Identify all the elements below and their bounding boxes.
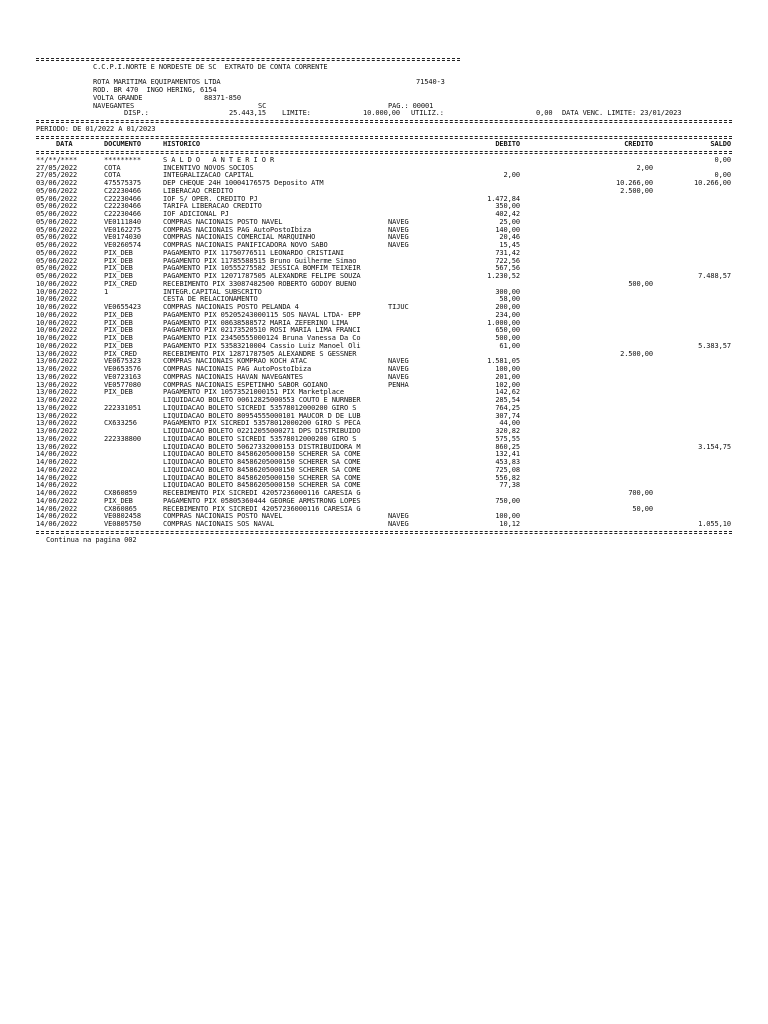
cell-history: RECEBIMENTO PIX SICREDI 42057236000116 CARESIA G <box>163 504 361 513</box>
cell-history: COMPRAS NACIONAIS POSTO NAVEL <box>163 512 283 521</box>
cell-location: NAVEG <box>388 357 409 366</box>
table-row <box>36 242 732 250</box>
balance-info-line <box>36 110 732 118</box>
company-district: VOLTA GRANDE <box>93 93 143 102</box>
cell-date: 03/06/2022 <box>36 179 78 187</box>
cell-debit: 860,25 <box>495 442 520 451</box>
table-row <box>36 459 732 467</box>
cell-debit: 100,00 <box>495 512 520 521</box>
cell-date: 14/06/2022 <box>36 450 78 459</box>
bank-statement <box>36 56 732 544</box>
cell-date: 10/06/2022 <box>36 287 78 296</box>
disp-label: DISP.: <box>124 109 149 118</box>
table-row <box>36 289 732 297</box>
statement-title-line <box>36 64 732 72</box>
cell-history: DEP CHEQUE 24H 10004176575 Deposito ATM <box>163 179 324 187</box>
cell-debit: 1.581,05 <box>487 357 520 366</box>
cell-debit: 102,00 <box>495 380 520 389</box>
limite-label: LIMITE: <box>282 109 311 118</box>
period-line <box>36 126 732 134</box>
cell-history: COMPRAS NACIONAIS POSTO NAVEL <box>163 217 283 226</box>
cell-debit: 132,41 <box>495 450 520 459</box>
cell-date: 13/06/2022 <box>36 380 78 389</box>
cell-location: TIJUC <box>388 303 409 311</box>
cell-document: C22230466 <box>104 186 142 195</box>
table-row <box>36 444 732 452</box>
cell-debit: 201,00 <box>495 372 520 381</box>
cell-history: INTEGRALIZACAO CAPITAL <box>163 171 254 180</box>
cell-debit: 10,12 <box>499 520 520 528</box>
cell-date: 14/06/2022 <box>36 504 78 513</box>
cell-document: PIX_CRED <box>104 279 137 288</box>
cell-date: 10/06/2022 <box>36 318 78 327</box>
cell-history: PAGAMENTO PIX 11785588515 Bruno Guilherme Simao <box>163 256 357 265</box>
cell-history: LIQUIDACAO BOLETO 84586205000150 SCHERER SA COME <box>163 481 361 490</box>
cell-date: 27/05/2022 <box>36 163 78 172</box>
disp-value: 25.443,15 <box>229 109 267 118</box>
cell-history: RECEBIMENTO PIX SICREDI 42057236000116 CARESIA G <box>163 489 361 497</box>
cell-debit: 285,54 <box>495 396 520 404</box>
account-number: 71540-3 <box>416 78 445 87</box>
cell-history: PAGAMENTO PIX SICREDI 53578012000200 GIRO S PECA <box>163 419 361 428</box>
cell-document: PIX_DEB <box>104 272 133 280</box>
cell-debit: 764,25 <box>495 403 520 412</box>
cell-history: LIQUIDACAO BOLETO 50627332000153 DISTRIBUIDORA M <box>163 442 361 451</box>
cell-debit: 402,42 <box>495 210 520 218</box>
cell-document: VE0675323 <box>104 357 142 366</box>
table-row <box>36 405 732 413</box>
cell-credit: 10.266,00 <box>615 179 653 187</box>
cell-date: 05/06/2022 <box>36 272 78 280</box>
cell-balance: 0,00 <box>714 155 731 164</box>
cell-debit: 500,00 <box>495 334 520 342</box>
table-row <box>36 250 732 258</box>
company-name: ROTA MARITIMA EQUIPAMENTOS LTDA <box>93 78 221 87</box>
cell-document: C22230466 <box>104 194 142 203</box>
cell-date: 05/06/2022 <box>36 217 78 226</box>
cell-balance: 1.055,10 <box>698 520 731 528</box>
cell-history: LIQUIDACAO BOLETO 00612825000553 COUTO E NURNBER <box>163 396 361 404</box>
table-row <box>36 475 732 483</box>
company-address: ROD. BR 470 INGO HERING, 6154 <box>93 86 217 94</box>
cell-debit: 307,74 <box>495 411 520 420</box>
col-debit-header: DEBITO <box>495 140 520 149</box>
limit-due-date: DATA VENC. LIMITE: 23/01/2023 <box>562 109 682 118</box>
cell-history: CESTA DE RELACIONAMENTO <box>163 295 258 304</box>
cell-location: NAVEG <box>388 241 409 249</box>
cell-credit: 700,00 <box>628 489 653 497</box>
cell-date: 05/06/2022 <box>36 194 78 203</box>
col-hist-header: HISTORICO <box>163 140 201 149</box>
table-row <box>36 521 732 529</box>
cell-history: COMPRAS NACIONAIS ESPETINHO SABOR GOIANO <box>163 380 328 389</box>
cell-history: IOF S/ OPER. CREDITO PJ <box>163 194 258 203</box>
cell-document: C22230466 <box>104 202 142 211</box>
cell-history: PAGAMENTO PIX 02173520510 ROSI MARIA LIMA FRANCI <box>163 326 361 335</box>
cell-balance: 5.383,57 <box>698 341 731 350</box>
cell-history: LIQUIDACAO BOLETO 84586205000150 SCHERER SA COME <box>163 473 361 482</box>
cell-debit: 44,00 <box>499 419 520 428</box>
utiliz-label: UTILIZ.: <box>411 109 444 118</box>
cell-document: PIX_DEB <box>104 310 133 319</box>
statement-period: PERIODO: DE 01/2022 A 01/2023 <box>36 124 156 133</box>
table-row <box>36 165 732 173</box>
cell-debit: 350,00 <box>495 202 520 211</box>
cell-date: 13/06/2022 <box>36 411 78 420</box>
table-row <box>36 382 732 390</box>
table-row <box>36 335 732 343</box>
cell-history: PAGAMENTO PIX 05205243000115 SOS NAVAL LTDA- EPP <box>163 310 361 319</box>
cell-credit: 2,00 <box>636 163 653 172</box>
cell-document: COTA <box>104 163 121 172</box>
cell-debit: 731,42 <box>495 248 520 257</box>
cell-date: 05/06/2022 <box>36 225 78 234</box>
cell-history: COMPRAS NACIONAIS PAG AutoPostoIbiza <box>163 365 312 373</box>
cell-debit: 575,55 <box>495 434 520 443</box>
cell-debit: 2,00 <box>503 171 520 180</box>
col-doc-header: DOCUMENTO <box>104 140 142 149</box>
cell-document: PIX_DEB <box>104 318 133 327</box>
cell-document: PIX_CRED <box>104 349 137 358</box>
cell-document: VE0174030 <box>104 233 142 242</box>
cell-location: PENHA <box>388 380 409 389</box>
cell-date: 14/06/2022 <box>36 520 78 528</box>
cell-debit: 58,00 <box>499 295 520 304</box>
cell-date: 10/06/2022 <box>36 341 78 350</box>
cell-debit: 1.000,00 <box>487 318 520 327</box>
cell-document: VE0802458 <box>104 512 142 521</box>
footer-line <box>36 537 732 545</box>
cell-history: PAGAMENTO PIX 12071787505 ALEXANDRE FELIPE SOUZA <box>163 272 361 280</box>
cell-debit: 320,82 <box>495 427 520 435</box>
cell-history: PAGAMENTO PIX 10573521000151 PIX Marketplace <box>163 388 345 397</box>
cell-document: VE0260574 <box>104 241 142 249</box>
cell-debit: 142,62 <box>495 388 520 397</box>
cell-debit: 234,00 <box>495 310 520 319</box>
cell-date: 10/06/2022 <box>36 279 78 288</box>
cell-history: INCENTIVO NOVOS SOCIOS <box>163 163 254 172</box>
cell-document: 475575375 <box>104 179 142 187</box>
bottom-divider <box>36 529 732 537</box>
cell-debit: 300,00 <box>495 287 520 296</box>
company-city: NAVEGANTES <box>93 101 135 110</box>
continuation-note: Continua na pagina 002 <box>46 535 137 544</box>
cell-date: 05/06/2022 <box>36 233 78 242</box>
cell-credit: 2.500,00 <box>620 186 653 195</box>
cell-date: 14/06/2022 <box>36 465 78 474</box>
cell-location: NAVEG <box>388 233 409 242</box>
cell-date: 05/06/2022 <box>36 264 78 273</box>
company-zip: 88371-850 <box>204 93 242 102</box>
cell-document: VE0577080 <box>104 380 142 389</box>
cell-history: IOF ADICIONAL PJ <box>163 210 229 218</box>
cell-history: S A L D O A N T E R I O R <box>163 155 275 164</box>
cell-balance: 3.154,75 <box>698 442 731 451</box>
cell-location: NAVEG <box>388 217 409 226</box>
cell-location: NAVEG <box>388 372 409 381</box>
cell-date: 27/05/2022 <box>36 171 78 180</box>
table-row <box>36 451 732 459</box>
cell-date: 13/06/2022 <box>36 388 78 397</box>
cell-history: PAGAMENTO PIX 11750776511 LEONARDO CRISTIANI <box>163 248 345 257</box>
cell-document: VE0111840 <box>104 217 142 226</box>
col-credit-header: CREDITO <box>624 140 653 149</box>
column-header-row <box>36 141 732 149</box>
cell-debit: 556,82 <box>495 473 520 482</box>
cell-debit: 140,00 <box>495 225 520 234</box>
table-row <box>36 157 732 165</box>
table-row <box>36 258 732 266</box>
cell-history: TARIFA LIBERACAO CREDITO <box>163 202 262 211</box>
cell-debit: 25,00 <box>499 217 520 226</box>
cell-debit: 20,46 <box>499 233 520 242</box>
limite-value: 10.000,00 <box>363 109 401 118</box>
cell-history: COMPRAS NACIONAIS PAG AutoPostoIbiza <box>163 225 312 234</box>
cell-document: CX860865 <box>104 504 137 513</box>
cell-history: PAGAMENTO PIX 10555275582 JESSICA BOMFIM TEIXEIR <box>163 264 361 273</box>
cell-date: 05/06/2022 <box>36 210 78 218</box>
cell-date: 05/06/2022 <box>36 186 78 195</box>
table-row <box>36 389 732 397</box>
cell-history: LIQUIDACAO BOLETO 80954555000101 MAUCOR D DE LUB <box>163 411 361 420</box>
cell-date: 13/06/2022 <box>36 403 78 412</box>
cell-date: 13/06/2022 <box>36 427 78 435</box>
cell-date: 14/06/2022 <box>36 458 78 466</box>
cell-history: PAGAMENTO PIX 53583210004 Cassio Luiz Manoel Oli <box>163 341 361 350</box>
cell-date: 10/06/2022 <box>36 310 78 319</box>
cell-document: VE0655423 <box>104 303 142 311</box>
cell-document: VE0805750 <box>104 520 142 528</box>
cell-date: 13/06/2022 <box>36 357 78 366</box>
cell-date: 13/06/2022 <box>36 434 78 443</box>
cell-credit: 50,00 <box>632 504 653 513</box>
transactions-table <box>36 157 732 529</box>
cell-date: 14/06/2022 <box>36 512 78 521</box>
cell-document: PIX_DEB <box>104 256 133 265</box>
cell-location: NAVEG <box>388 520 409 528</box>
cell-debit: 567,56 <box>495 264 520 273</box>
cell-history: LIQUIDACAO BOLETO SICREDI 53578012000200 GIRO S <box>163 403 357 412</box>
cell-date: 10/06/2022 <box>36 303 78 311</box>
cell-history: LIQUIDACAO BOLETO SICREDI 53578012000200 GIRO S <box>163 434 357 443</box>
page-number: PAG.: 00001 <box>388 101 434 110</box>
cell-debit: 453,83 <box>495 458 520 466</box>
cell-date: 10/06/2022 <box>36 326 78 335</box>
table-row <box>36 498 732 506</box>
table-row <box>36 320 732 328</box>
cell-document: 222338800 <box>104 434 142 443</box>
cell-document: PIX_DEB <box>104 248 133 257</box>
cell-document: PIX_DEB <box>104 341 133 350</box>
cell-date: 13/06/2022 <box>36 442 78 451</box>
cell-debit: 750,00 <box>495 496 520 505</box>
cell-document: PIX_DEB <box>104 264 133 273</box>
company-state: SC <box>258 101 267 110</box>
cell-date: 13/06/2022 <box>36 396 78 404</box>
cell-history: RECEBIMENTO PIX 33087482500 ROBERTO GODOY BUENO <box>163 279 357 288</box>
bank-title: C.C.P.I.NORTE E NORDESTE DE SC EXTRATO DE CONTA CORRENTE <box>93 62 328 71</box>
cell-history: LIQUIDACAO BOLETO 84586205000150 SCHERER SA COME <box>163 458 361 466</box>
cell-history: COMPRAS NACIONAIS PANIFICADORA NOVO SABO <box>163 241 328 249</box>
cell-date: 14/06/2022 <box>36 496 78 505</box>
cell-location: NAVEG <box>388 365 409 373</box>
cell-credit: 500,00 <box>628 279 653 288</box>
cell-document: CX860859 <box>104 489 137 497</box>
cell-history: COMPRAS NACIONAIS SOS NAVAL <box>163 520 275 528</box>
cell-document: CX633256 <box>104 419 137 428</box>
cell-date: 14/06/2022 <box>36 489 78 497</box>
cell-date: 05/06/2022 <box>36 241 78 249</box>
table-row <box>36 467 732 475</box>
cell-document: PIX_DEB <box>104 326 133 335</box>
cell-date: 14/06/2022 <box>36 481 78 490</box>
cell-debit: 1.472,84 <box>487 194 520 203</box>
cell-document: 222331051 <box>104 403 142 412</box>
cell-debit: 77,38 <box>499 481 520 490</box>
district-line <box>36 95 732 103</box>
cell-balance: 7.488,57 <box>698 272 731 280</box>
cell-history: RECEBIMENTO PIX 12871787505 ALEXANDRE S GESSNER <box>163 349 357 358</box>
table-row <box>36 312 732 320</box>
cell-history: LIQUIDACAO BOLETO 02212055000271 DPS DISTRIBUIDO <box>163 427 361 435</box>
cell-history: LIBERACAO CREDITO <box>163 186 233 195</box>
cell-credit: 2.500,00 <box>620 349 653 358</box>
cell-debit: 15,45 <box>499 241 520 249</box>
cell-document: VE0162275 <box>104 225 142 234</box>
cell-location: NAVEG <box>388 512 409 521</box>
cell-document: COTA <box>104 171 121 180</box>
cell-balance: 10.266,00 <box>693 179 731 187</box>
cell-document: PIX_DEB <box>104 334 133 342</box>
cell-document: VE0723163 <box>104 372 142 381</box>
cell-history: PAGAMENTO PIX 23450555000124 Bruna Vanessa Da Co <box>163 334 361 342</box>
cell-date: 05/06/2022 <box>36 202 78 211</box>
cell-history: COMPRAS NACIONAIS POSTO PELANDA 4 <box>163 303 299 311</box>
cell-document: C22230466 <box>104 210 142 218</box>
cell-document: 1 <box>104 287 109 296</box>
cell-history: LIQUIDACAO BOLETO 84586205000150 SCHERER SA COME <box>163 465 361 474</box>
table-row <box>36 413 732 421</box>
cell-debit: 200,00 <box>495 303 520 311</box>
cell-debit: 61,00 <box>499 341 520 350</box>
cell-date: 05/06/2022 <box>36 248 78 257</box>
cell-debit: 725,08 <box>495 465 520 474</box>
cell-debit: 1.230,52 <box>487 272 520 280</box>
cell-location: NAVEG <box>388 225 409 234</box>
cell-date: **/**/**** <box>36 155 78 164</box>
cell-debit: 650,00 <box>495 326 520 335</box>
cell-debit: 722,56 <box>495 256 520 265</box>
cell-date: 13/06/2022 <box>36 365 78 373</box>
cell-history: COMPRAS NACIONAIS KOMPRAO KOCH ATAC <box>163 357 308 366</box>
cell-balance: 0,00 <box>714 171 731 180</box>
cell-history: COMPRAS NACIONAIS HAVAN NAVEGANTES <box>163 372 303 381</box>
cell-document: PIX_DEB <box>104 388 133 397</box>
col-balance-header: SALDO <box>710 140 731 149</box>
cell-date: 14/06/2022 <box>36 473 78 482</box>
utiliz-value: 0,00 <box>536 109 553 118</box>
cell-history: LIQUIDACAO BOLETO 84586205000150 SCHERER SA COME <box>163 450 361 459</box>
cell-document: PIX_DEB <box>104 496 133 505</box>
cell-history: PAGAMENTO PIX 05805360444 GEORGE ARMSTRONG LOPES <box>163 496 361 505</box>
table-row <box>36 304 732 312</box>
cell-date: 10/06/2022 <box>36 334 78 342</box>
cell-date: 10/06/2022 <box>36 295 78 304</box>
table-row <box>36 490 732 498</box>
cell-date: 13/06/2022 <box>36 372 78 381</box>
cell-document: ********* <box>104 155 142 164</box>
cell-document: VE0653576 <box>104 365 142 373</box>
table-row <box>36 327 732 335</box>
table-row <box>36 265 732 273</box>
col-date-header: DATA <box>56 140 73 149</box>
table-row <box>36 436 732 444</box>
table-row <box>36 281 732 289</box>
cell-history: INTEGR.CAPITAL SUBSCRITO <box>163 287 262 296</box>
cell-history: PAGAMENTO PIX 08638588572 MARIA ZEFERINO LIMA <box>163 318 349 327</box>
cell-history: COMPRAS NACIONAIS COMERCIAL MARQUINHO <box>163 233 316 242</box>
table-row <box>36 420 732 428</box>
cell-date: 13/06/2022 <box>36 349 78 358</box>
cell-debit: 100,00 <box>495 365 520 373</box>
cell-date: 13/06/2022 <box>36 419 78 428</box>
cell-date: 05/06/2022 <box>36 256 78 265</box>
